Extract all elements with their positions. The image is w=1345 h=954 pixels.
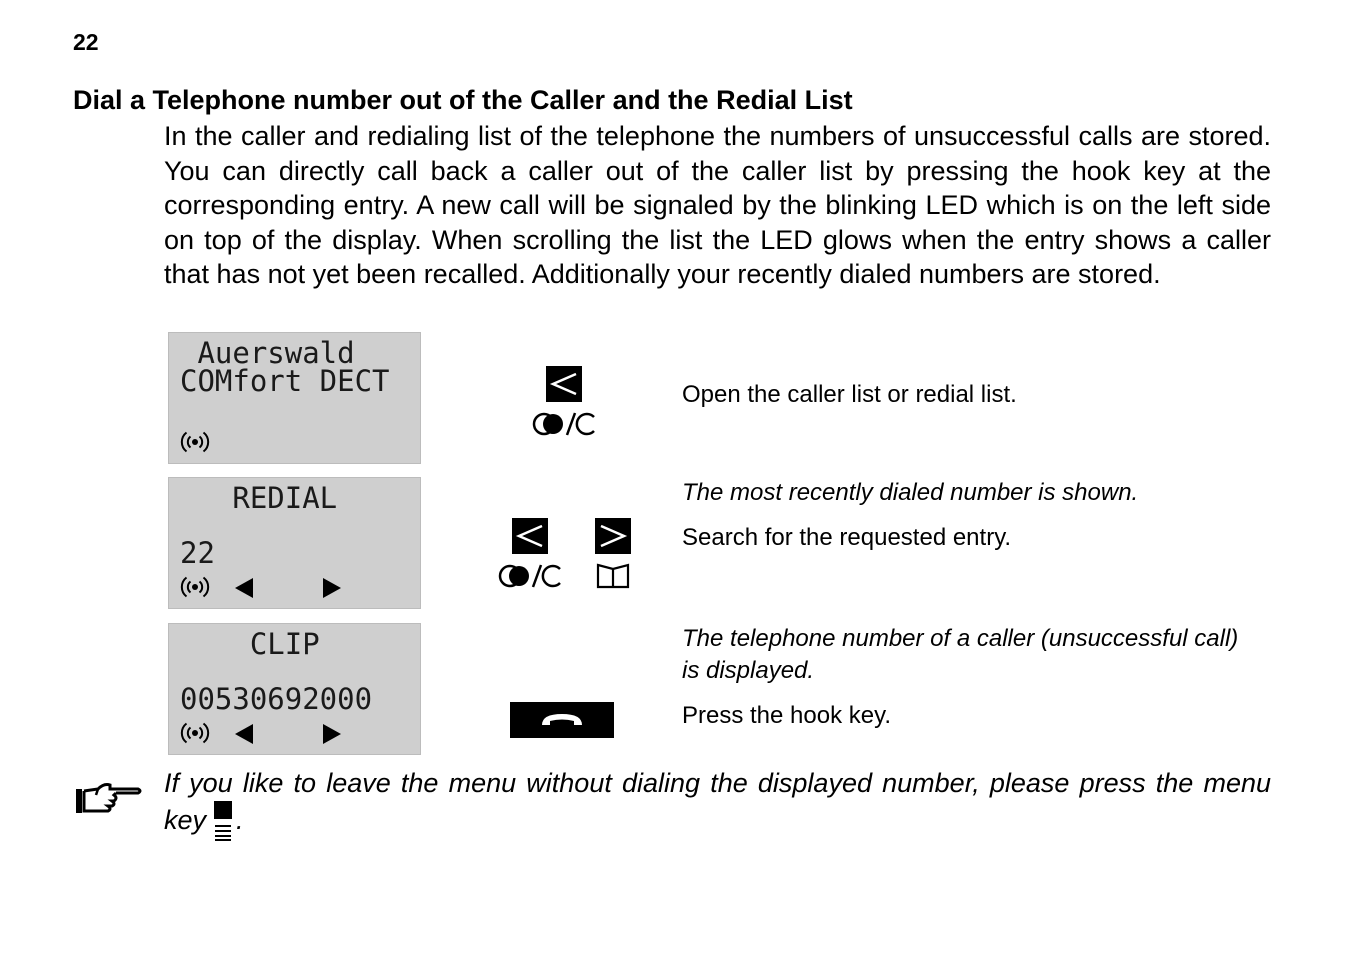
menu-key-icon (212, 801, 234, 841)
arrow-left-icon (233, 576, 255, 600)
phonebook-icon (596, 562, 630, 590)
key-clear-icon (498, 562, 562, 590)
note-text-end: . (236, 805, 244, 835)
step-2-instruction: Search for the requested entry. (682, 524, 1012, 551)
key-right-icon (595, 518, 631, 554)
signal-icon (180, 429, 210, 455)
signal-icon (180, 720, 210, 746)
lcd-line-3: 00530692000 (180, 682, 373, 716)
arrow-right-icon (321, 722, 343, 746)
step-1-instruction: Open the caller list or redial list. (682, 381, 1017, 408)
note-paragraph (164, 766, 1271, 841)
signal-icon (180, 574, 210, 600)
page-number: 22 (73, 29, 99, 55)
arrow-right-icon (321, 576, 343, 600)
step-3-instruction: Press the hook key. (682, 702, 891, 729)
lcd-line-3: 22 (180, 536, 215, 570)
key-clear-icon (532, 410, 596, 438)
note-text: If you like to leave the menu without dialing the displayed number, please press the menu key (164, 768, 1271, 835)
lcd-display-redial (168, 477, 421, 609)
lcd-display-clip (168, 623, 421, 755)
pointing-hand-icon (74, 781, 144, 817)
lcd-line-1: REDIAL (180, 481, 338, 515)
intro-paragraph: In the caller and redialing list of the telephone the numbers of unsuccessful calls are stored. You can directly call back a caller out of the caller list by pressing the hook key at the corresponding entry. A new call will be signaled by the blinking LED which is on the left side on top of the display. When scrolling the list the LED glows when the entry shows a caller that has not yet been recalled. Additionally your recently dialed numbers are stored. (164, 121, 1271, 290)
key-left-icon (512, 518, 548, 554)
step-2-result: The most recently dialed number is shown. (682, 479, 1139, 506)
key-left-icon (546, 366, 582, 402)
lcd-display-idle (168, 332, 421, 464)
arrow-left-icon (233, 722, 255, 746)
step-3-result-line-1: The telephone number of a caller (unsuccessful call) (682, 625, 1239, 652)
step-3-result-line-2: is displayed. (682, 657, 815, 684)
lcd-line-1: CLIP (180, 627, 320, 661)
lcd-line-1: Auerswald (180, 336, 355, 370)
section-title: Dial a Telephone number out of the Caller and the Redial List (73, 85, 853, 115)
lcd-line-2: COMfort DECT (180, 364, 390, 398)
hook-key-icon (510, 702, 614, 738)
